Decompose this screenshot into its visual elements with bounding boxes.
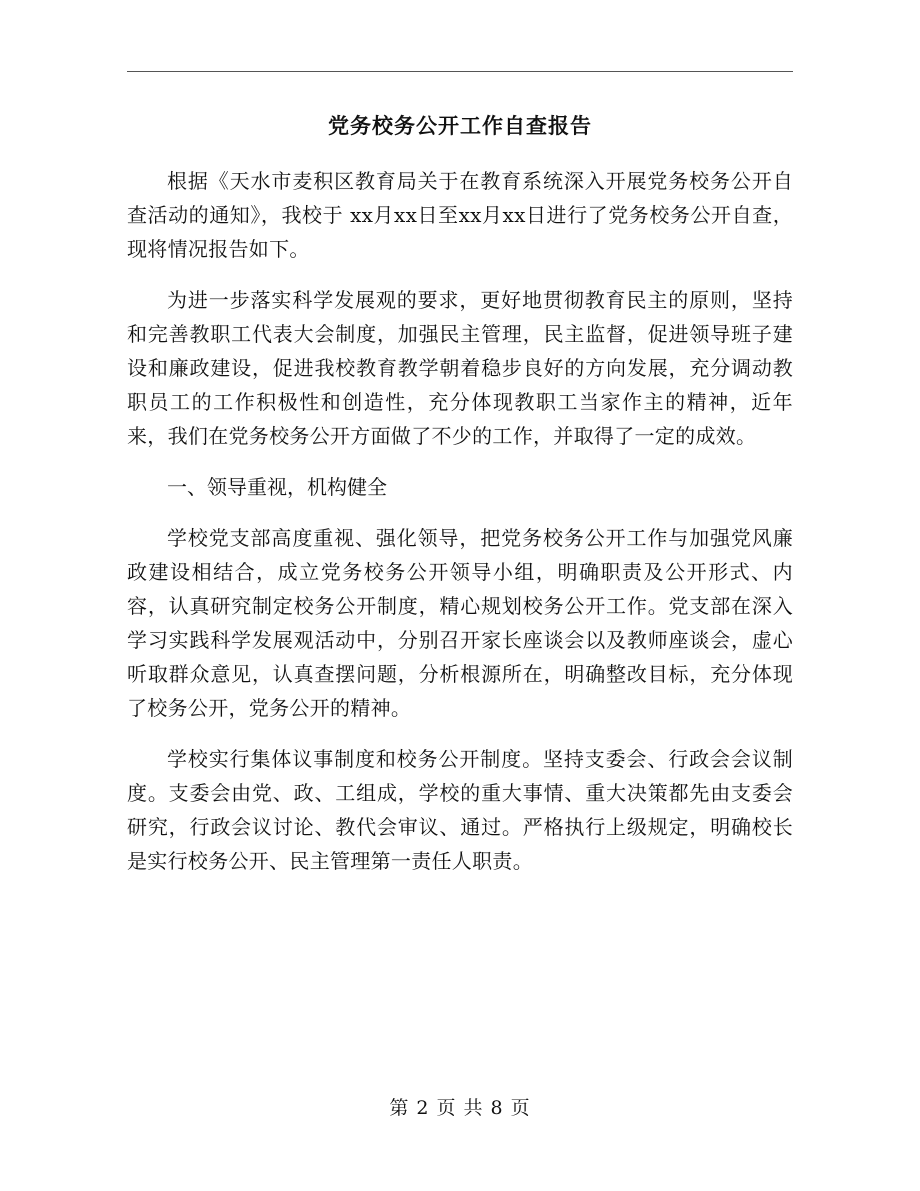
section-1-paragraph-1: 学校党支部高度重视、强化领导，把党务校务公开工作与加强党风廉政建设相结合，成立党务校务公开领导小组，明确职责及公开形式、内容，认真研究制定校务公开制度，精心规划校务公开工作。党支部在深入学习实践科学发展观活动中，分别召开家长座谈会以及教师座谈会，虚心听取群众意见，认真查摆问题，分析根源所在，明确整改目标，充分体现了校务公开，党务公开的精神。	[127, 526, 793, 720]
background-paragraph: 为进一步落实科学发展观的要求，更好地贯彻教育民主的原则，坚持和完善教职工代表大会制度，加强民主管理，民主监督，促进领导班子建设和廉政建设，促进我校教育教学朝着稳步良好的方向发展，充分调动教职员工的工作积极性和创造性，充分体现教职工当家作主的精神，近年来，我们在党务校务公开方面做了不少的工作，并取得了一定的成效。	[127, 288, 793, 448]
section-heading-1: 一、领导重视，机构健全	[167, 475, 387, 499]
section-1-paragraph-2: 学校实行集体议事制度和校务公开制度。坚持支委会、行政会会议制度。支委会由党、政、工组成，学校的重大事情、重大决策都先由支委会研究，行政会议讨论、教代会审议、通过。严格执行上级规定，明确校长是实行校务公开、民主管理第一责任人职责。	[127, 747, 793, 873]
intro-paragraph: 根据《天水市麦积区教育局关于在教育系统深入开展党务校务公开自查活动的通知》，我校于 xx月xx日至xx月xx日进行了党务校务公开自查，现将情况报告如下。	[127, 169, 793, 261]
header-rule	[127, 71, 793, 72]
page-number: 第 2 页 共 8 页	[389, 1097, 531, 1119]
document-title: 党务校务公开工作自查报告	[328, 113, 592, 138]
document-body	[127, 164, 793, 878]
